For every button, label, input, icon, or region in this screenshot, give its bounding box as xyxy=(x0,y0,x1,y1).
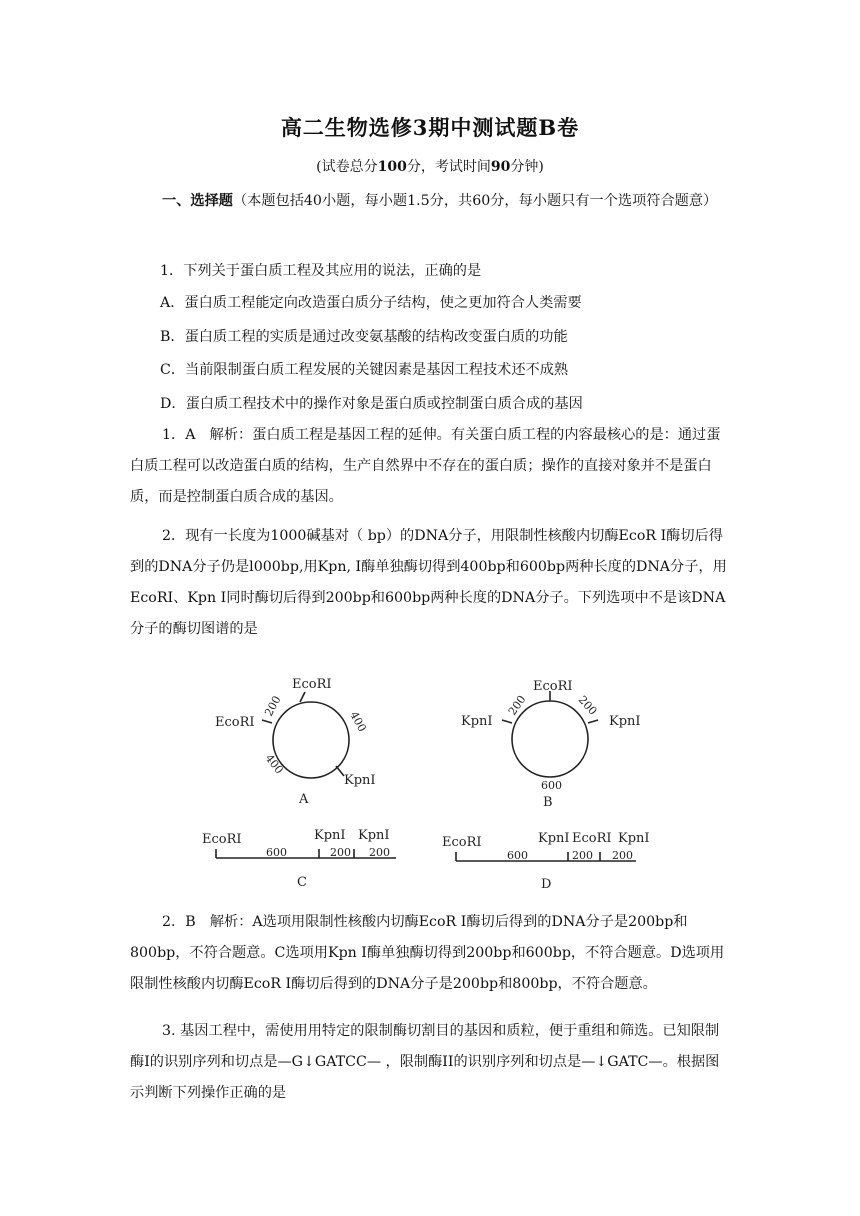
fig-d-ecori2: EcoRI xyxy=(572,831,612,846)
fig-b-label: B xyxy=(543,795,553,810)
question-1-option-d: D．蛋白质工程技术中的操作对象是蛋白质或控制蛋白质合成的基因 xyxy=(160,396,583,412)
fig-c-kpni2: KpnI xyxy=(358,828,390,843)
fig-a-kpni: KpnI xyxy=(344,773,376,788)
section-description: （本题包括40小题，每小题1.5分，共60分，每小题只有一个选项符合题意） xyxy=(232,193,718,209)
fig-a-seg3: 400 xyxy=(262,751,286,777)
plasmid-b-circle xyxy=(512,701,588,777)
exam-info-text: 分，考试时间 xyxy=(406,159,491,175)
fig-a-ecori-left: EcoRI xyxy=(215,715,255,730)
fig-d-seg3: 200 xyxy=(612,849,633,862)
exam-time: 90 xyxy=(490,159,511,175)
fig-b-seg3: 600 xyxy=(541,779,562,792)
fig-d-seg1: 600 xyxy=(507,849,528,862)
total-score: 100 xyxy=(377,159,407,175)
fig-c-ecori: EcoRI xyxy=(202,832,242,847)
fig-a-label: A xyxy=(299,792,309,807)
fig-c-seg3: 200 xyxy=(369,846,390,859)
fig-d-seg2: 200 xyxy=(572,849,593,862)
exam-info-text: (试卷总分 xyxy=(316,159,378,175)
question-1-answer: 1．A 解析：蛋白质工程是基因工程的延伸。有关蛋白质工程的内容最核心的是：通过蛋白质工程可以改造蛋白质的结构，生产自然界中不存在的蛋白质；操作的直接对象并不是蛋白质，而是控制蛋白质合成的基因。 xyxy=(130,427,721,505)
fig-b-seg1: 200 xyxy=(505,693,529,718)
restriction-map-figure xyxy=(0,660,860,900)
fig-a-seg2: 400 xyxy=(347,709,369,734)
fig-b-kpni-right: KpnI xyxy=(609,714,641,729)
fig-b-seg2: 200 xyxy=(575,693,600,718)
question-1-option-b: B．蛋白质工程的实质是通过改变氨基酸的结构改变蛋白质的功能 xyxy=(160,329,568,345)
fig-c-label: C xyxy=(297,875,307,890)
exam-info xyxy=(0,156,860,176)
fig-b-kpni-left: KpnI xyxy=(461,714,493,729)
fig-b-ecori-top: EcoRI xyxy=(533,679,573,694)
fig-c-seg2: 200 xyxy=(330,846,351,859)
section-label: 一、选择题 xyxy=(162,193,233,209)
fig-d-ecori1: EcoRI xyxy=(442,835,482,850)
question-1-option-a: A．蛋白质工程能定向改造蛋白质分子结构，使之更加符合人类需要 xyxy=(160,295,582,311)
question-2-stem: 2．现有一长度为1000碱基对（ bp）的DNA分子，用限制性核酸内切酶EcoR I酶切后得到的DNA分子仍是l000bp,用Kpn, I酶单独酶切得到400bp和600bp两种长度的DNA分子，用EcoRI、Kpn I同时酶切后得到200bp和600bp两种长度的DNA分子。下列选项中不是该DNA分子的酶切图谱的是 xyxy=(130,528,727,637)
question-1-option-c: C．当前限制蛋白质工程发展的关键因素是基因工程技术还不成熟 xyxy=(160,362,569,378)
fig-d-label: D xyxy=(541,877,552,892)
question-2-answer: 2．B 解析：A选项用限制性核酸内切酶EcoR I酶切后得到的DNA分子是200bp和800bp，不符合题意。C选项用Kpn I酶单独酶切得到200bp和600bp，不符合题意。D选项用限制性核酸内切酶EcoR I酶切后得到的DNA分子是200bp和800bp，不符合题意。 xyxy=(130,914,725,992)
fig-c-kpni1: KpnI xyxy=(314,828,346,843)
question-3-stem: 3. 基因工程中，需使用用特定的限制酶切割目的基因和质粒，便于重组和筛选。已知限制酶I的识别序列和切点是—G↓GATCC— ，限制酶II的识别序列和切点是—↓GATC—。根据图示判断下列操作正确的是 xyxy=(130,1023,720,1101)
fig-a-seg1: 200 xyxy=(262,693,284,719)
fig-a-ecori-top: EcoRI xyxy=(292,677,332,692)
fig-c-seg1: 600 xyxy=(266,846,287,859)
fig-d-kpni2: KpnI xyxy=(618,831,650,846)
question-1-stem: 1．下列关于蛋白质工程及其应用的说法，正确的是 xyxy=(160,263,482,279)
fig-d-kpni: KpnI xyxy=(538,831,570,846)
section-heading xyxy=(130,186,732,217)
page-title: 高二生物选修3期中测试题B卷 xyxy=(280,115,580,140)
exam-info-text: 分钟) xyxy=(510,159,544,175)
